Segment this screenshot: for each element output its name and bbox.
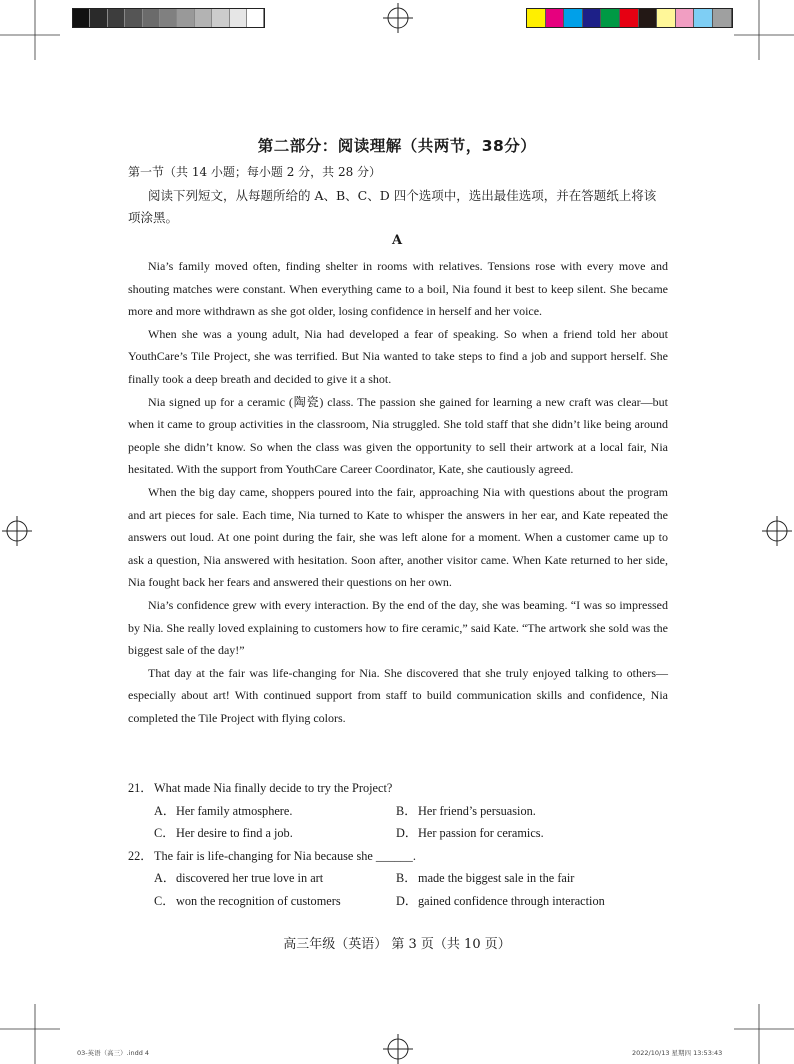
option-row (128, 800, 668, 823)
question-number: 21． (128, 781, 153, 795)
option-b[interactable]: B． made the biggest sale in the fair (396, 871, 575, 886)
passage-paragraph: Nia’s confidence grew with every interaction. By the end of the day, she was beaming. “I was so impressed by Nia. She really loved explaining to customers how to fire ceramic,” said Kate. “The artwork she sold was the biggest sale of the day!” (128, 597, 668, 658)
option-c[interactable]: C． Her desire to find a job. (154, 826, 293, 841)
option-row (128, 890, 668, 913)
question-stem: What made Nia finally decide to try the Project? (154, 781, 393, 795)
instruction-text: 阅读下列短文，从每题所给的 A、B、C、D 四个选项中，选出最佳选项，并在答题纸上将该项涂黑。 (128, 188, 657, 225)
question-stem: The fair is life-changing for Nia because she ______. (154, 848, 416, 863)
page-footer: 高三年级（英语） 第 3 页（共 10 页） (283, 937, 511, 952)
question-number: 22． (128, 848, 153, 863)
passage-paragraph: Nia signed up for a ceramic (陶瓷) class. The passion she gained for learning a new craft was clear—but when it came to group activities in the classroom, Nia struggled. She told staff that she didn’t like being around people she didn’t know. So when the class was given the opportunity to sell their artwork at a local fair, Nia hesitated. With the support from YouthCare Career Coordinator, Kate, she cautiously agreed. (128, 394, 668, 477)
section-title: 第二部分：阅读理解（共两节，38分） (257, 137, 537, 155)
passage-label: A (391, 233, 403, 248)
passage-paragraph: Nia’s family moved often, finding shelter in rooms with relatives. Tensions rose with every move and shouting matches were constant. When everything came to a boil, Nia found it best to keep silent. She became more and more withdrawn as she got older, losing confidence in herself and her voice. (128, 259, 668, 319)
option-d[interactable]: D．gained confidence through interaction (396, 893, 605, 908)
option-a[interactable]: A．Her family atmosphere. (154, 803, 293, 818)
option-c[interactable]: C． won the recognition of customers (154, 893, 341, 908)
option-d[interactable]: D．Her passion for ceramics. (396, 826, 544, 841)
section-info: 第一节（共 14 小题；每小题 2 分，共 28 分） (128, 165, 382, 179)
question-22 (128, 845, 668, 868)
print-slug-date: 2022/10/13 星期四 13:53:43 (632, 1049, 723, 1057)
option-row (128, 822, 668, 845)
option-a[interactable]: A．discovered her true love in art (154, 871, 324, 886)
passage-paragraph: When she was a young adult, Nia had developed a fear of speaking. So when a friend told her about YouthCare’s Tile Project, she was terrified. But Nia wanted to take steps to find a job and support herself. She finally took a deep breath and decided to give it a shot. (128, 326, 668, 386)
passage-paragraph: That day at the fair was life-changing for Nia. She discovered that she truly enjoyed talking to others—especially about art! With continued support from staff to build communication skills and confidence, Nia completed the Tile Project with flying colors. (128, 665, 668, 725)
passage-body (128, 255, 668, 729)
option-b[interactable]: B． Her friend’s persuasion. (396, 803, 536, 818)
passage-paragraph: When the big day came, shoppers poured into the fair, approaching Nia with questions about the program and art pieces for sale. Each time, Nia turned to Kate to whisper the answers in her ear, and Kate repeated the answers out loud. At one point during the fair, she was left alone for a moment. When a customer came up to ask a question, Nia answered with hesitation. Soon after, another visitor came. When Kate returned to her side, Nia fought back her fears and answered their questions on her own. (128, 484, 668, 590)
print-slug-file: 03-英语（高三）.indd 4 (77, 1049, 150, 1057)
question-list (128, 777, 668, 913)
option-row (128, 867, 668, 890)
question-21 (128, 777, 668, 800)
